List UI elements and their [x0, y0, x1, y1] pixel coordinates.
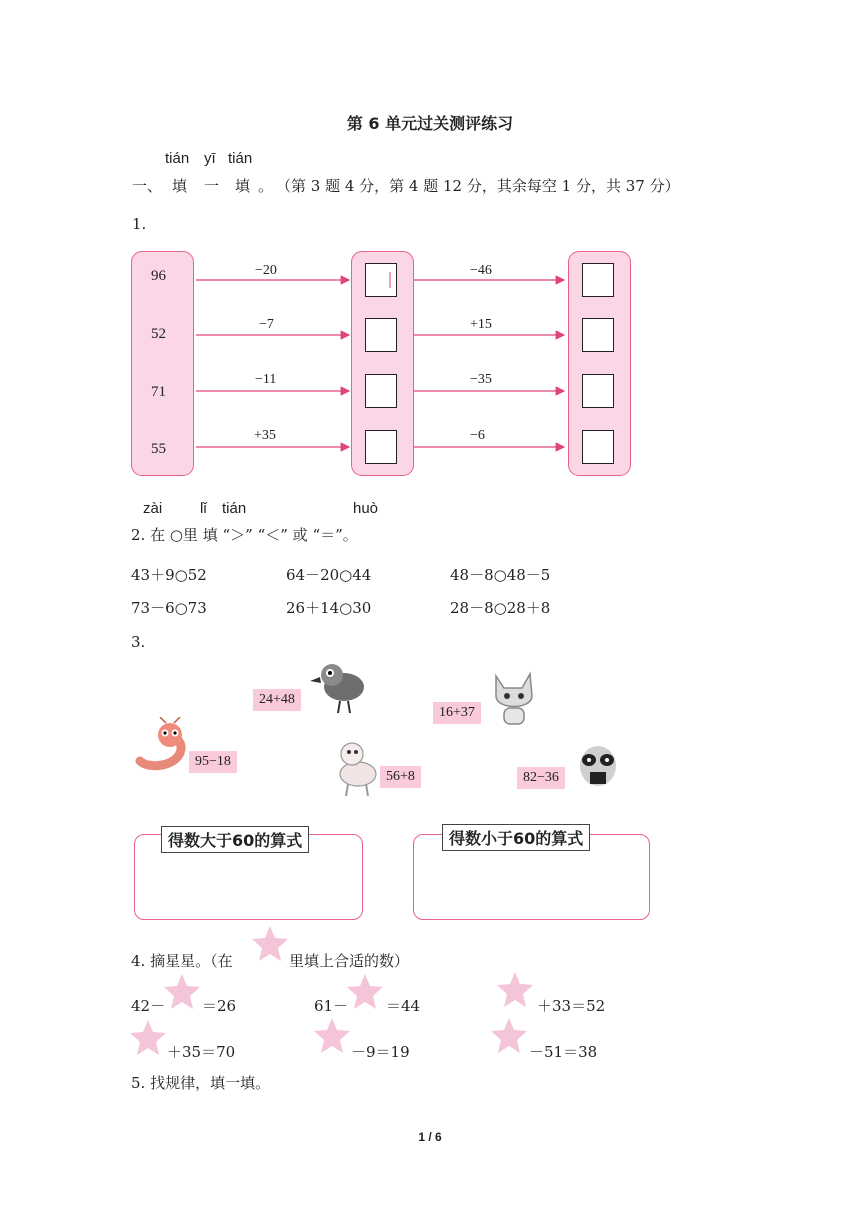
q1-start-value: 71	[151, 384, 166, 400]
q2-compare-item: 48－8○48－5	[450, 566, 551, 584]
expression-card: 24+48	[253, 689, 301, 711]
q4-equation-left: 61－	[314, 997, 349, 1015]
q2-compare-item: 43＋9○52	[131, 566, 207, 584]
heading-char-3: 填	[235, 177, 251, 195]
q1-second-op: +15	[470, 317, 492, 332]
pinyin-yi: yī	[204, 150, 216, 167]
q2-compare-item: 28－8○28＋8	[450, 599, 551, 617]
page-number: 1 / 6	[418, 1130, 442, 1144]
q1-start-value: 52	[151, 326, 166, 342]
q1-arrows	[0, 0, 860, 600]
heading-char-2: 一	[204, 177, 220, 195]
expression-card: 95−18	[189, 751, 237, 773]
q2-compare-item: 26＋14○30	[286, 599, 372, 617]
q4-equation-right: －9＝19	[351, 1043, 410, 1061]
q1-start-value: 96	[151, 268, 166, 284]
q1-second-op: −46	[470, 263, 492, 278]
q1-second-op: −6	[470, 428, 485, 443]
star-icon[interactable]	[312, 1016, 352, 1056]
answer-box-less-title: 得数小于60的算式	[442, 824, 590, 851]
answer-box-greater-title: 得数大于60的算式	[161, 826, 309, 853]
shrimp-icon	[134, 717, 190, 773]
pinyin-zai: zài	[143, 500, 163, 517]
q1-start-value: 55	[151, 441, 166, 457]
expression-card: 56+8	[380, 766, 421, 788]
q4-equation-right: ＝44	[386, 997, 421, 1015]
star-icon[interactable]	[495, 970, 535, 1010]
q1-second-op: −35	[470, 372, 492, 387]
lamb-icon	[330, 736, 384, 798]
q1-first-op: +35	[254, 428, 276, 443]
q1-first-op: −20	[255, 263, 277, 278]
q4-prompt-end: 里填上合适的数）	[289, 952, 410, 970]
star-icon[interactable]	[128, 1018, 168, 1058]
q4-equation-right: ＋35＝70	[167, 1043, 236, 1061]
q4-prompt-start: 4. 摘星星。（在	[131, 952, 233, 970]
q4-equation-left: 42－	[131, 997, 166, 1015]
q5-prompt: 5. 找规律，填一填。	[131, 1074, 271, 1092]
q3-number: 3.	[131, 633, 146, 651]
bird-icon	[310, 657, 370, 715]
q4-equation-right: ＝26	[202, 997, 237, 1015]
pinyin-li: lǐ	[200, 500, 207, 517]
expression-card: 82−36	[517, 767, 565, 789]
q2-prompt: 2. 在 ○里 填 “＞” “＜” 或 “＝”。	[131, 526, 358, 544]
q2-compare-item: 64－20○44	[286, 566, 372, 584]
star-icon[interactable]	[489, 1016, 529, 1056]
cat-icon	[488, 670, 540, 728]
pinyin-huo: huò	[353, 500, 379, 517]
star-icon[interactable]	[162, 972, 202, 1012]
heading-char-4: 。	[258, 177, 274, 195]
q1-first-op: −7	[259, 317, 274, 332]
page-title: 第 6 单元过关测评练习	[346, 114, 514, 133]
q1-first-op: −11	[255, 372, 277, 387]
section-heading-number: 一、	[132, 177, 163, 195]
pinyin-tian-2: tián	[228, 150, 253, 167]
q1-number: 1.	[132, 215, 147, 233]
star-icon	[250, 924, 290, 964]
heading-char-1: 填	[172, 177, 188, 195]
star-icon[interactable]	[345, 972, 385, 1012]
section-heading-note: （第 3 题 4 分，第 4 题 12 分，其余每空 1 分，共 37 分）	[276, 177, 680, 195]
pinyin-tian: tián	[165, 150, 190, 167]
pinyin-tian-3: tián	[222, 500, 247, 517]
q2-compare-item: 73－6○73	[131, 599, 207, 617]
panda-icon	[576, 740, 620, 794]
q4-equation-right: ＋33＝52	[537, 997, 606, 1015]
expression-card: 16+37	[433, 702, 481, 724]
q4-equation-right: －51＝38	[529, 1043, 598, 1061]
